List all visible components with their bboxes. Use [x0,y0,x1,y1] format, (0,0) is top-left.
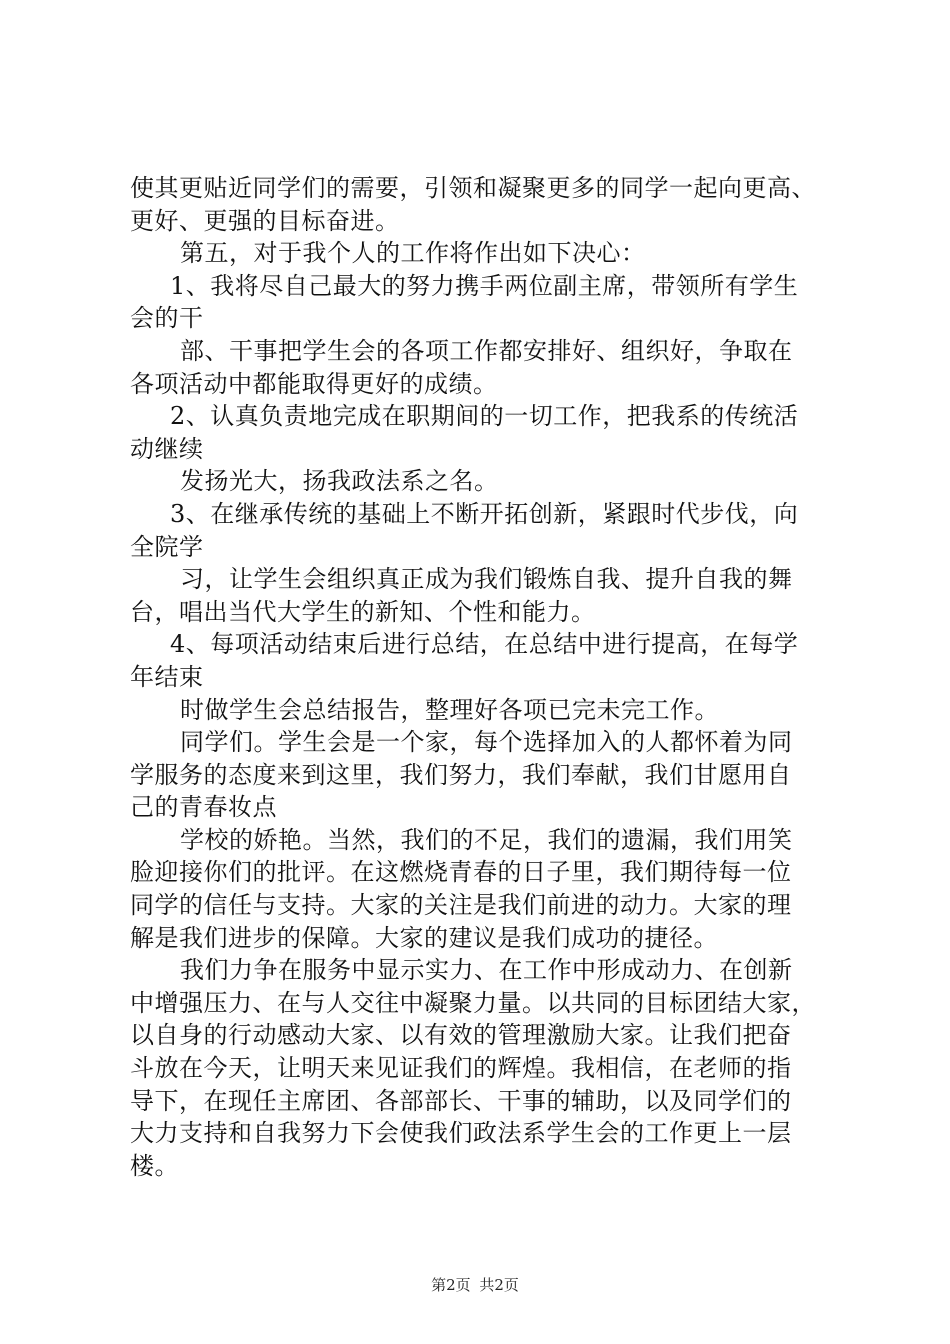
text-line: 习，让学生会组织真正成为我们锻炼自我、提升自我的舞 [180,565,793,594]
text-line: 各项活动中都能取得更好的成绩。 [130,369,498,398]
text-line: 斗放在今天，让明天来见证我们的辉煌。我相信，在老师的指 [130,1054,792,1083]
text-line: 时做学生会总结报告，整理好各项已完未完工作。 [180,695,719,724]
text-line: 第五，对于我个人的工作将作出如下决心： [180,239,646,268]
text-line: 导下，在现任主席团、各部部长、干事的辅助，以及同学们的 [130,1086,792,1115]
text-line: 全院学 [130,532,204,561]
text-line: 楼。 [130,1151,179,1180]
text-line: 以自身的行动感动大家、以有效的管理激励大家。让我们把奋 [130,1021,792,1050]
text-line: 2、认真负责地完成在职期间的一切工作，把我系的传统活 [170,402,799,431]
text-line: 学服务的态度来到这里，我们努力，我们奉献，我们甘愿用自 [130,760,792,789]
text-line: 更好、更强的目标奋进。 [130,206,400,235]
text-line: 解是我们进步的保障。大家的建议是我们成功的捷径。 [130,923,718,952]
text-line: 同学们。学生会是一个家，每个选择加入的人都怀着为同 [180,728,793,757]
text-line: 台，唱出当代大学生的新知、个性和能力。 [130,597,596,626]
text-line: 年结束 [130,662,204,691]
text-line: 同学的信任与支持。大家的关注是我们前进的动力。大家的理 [130,891,792,920]
page-total: 共2页 [479,1276,519,1294]
text-line: 脸迎接你们的批评。在这燃烧青春的日子里，我们期待每一位 [130,858,792,887]
text-line: 我们力争在服务中显示实力、在工作中形成动力、在创新 [180,956,793,985]
text-line: 使其更贴近同学们的需要，引领和凝聚更多的同学一起向更高、 [130,174,816,202]
page-number: 第2页 [431,1276,471,1294]
document-body [130,172,830,1182]
text-line: 动继续 [130,434,204,463]
text-line: 1、我将尽自己最大的努力携手两位副主席，带领所有学生 [170,271,799,300]
text-line: 3、在继承传统的基础上不断开拓创新，紧跟时代步伐，向 [170,499,799,528]
text-line: 大力支持和自我努力下会使我们政法系学生会的工作更上一层 [130,1119,792,1148]
text-line: 会的干 [130,304,204,333]
text-line: 学校的娇艳。当然，我们的不足，我们的遗漏，我们用笑 [180,825,793,854]
page-footer [0,1275,950,1295]
text-line: 部、干事把学生会的各项工作都安排好、组织好，争取在 [180,336,793,365]
text-line: 4、每项活动结束后进行总结，在总结中进行提高，在每学 [170,630,799,659]
text-line: 中增强压力、在与人交往中凝聚力量。以共同的目标团结大家， [130,988,816,1017]
text-line: 发扬光大，扬我政法系之名。 [180,467,499,496]
text-line: 己的青春妆点 [130,793,277,822]
